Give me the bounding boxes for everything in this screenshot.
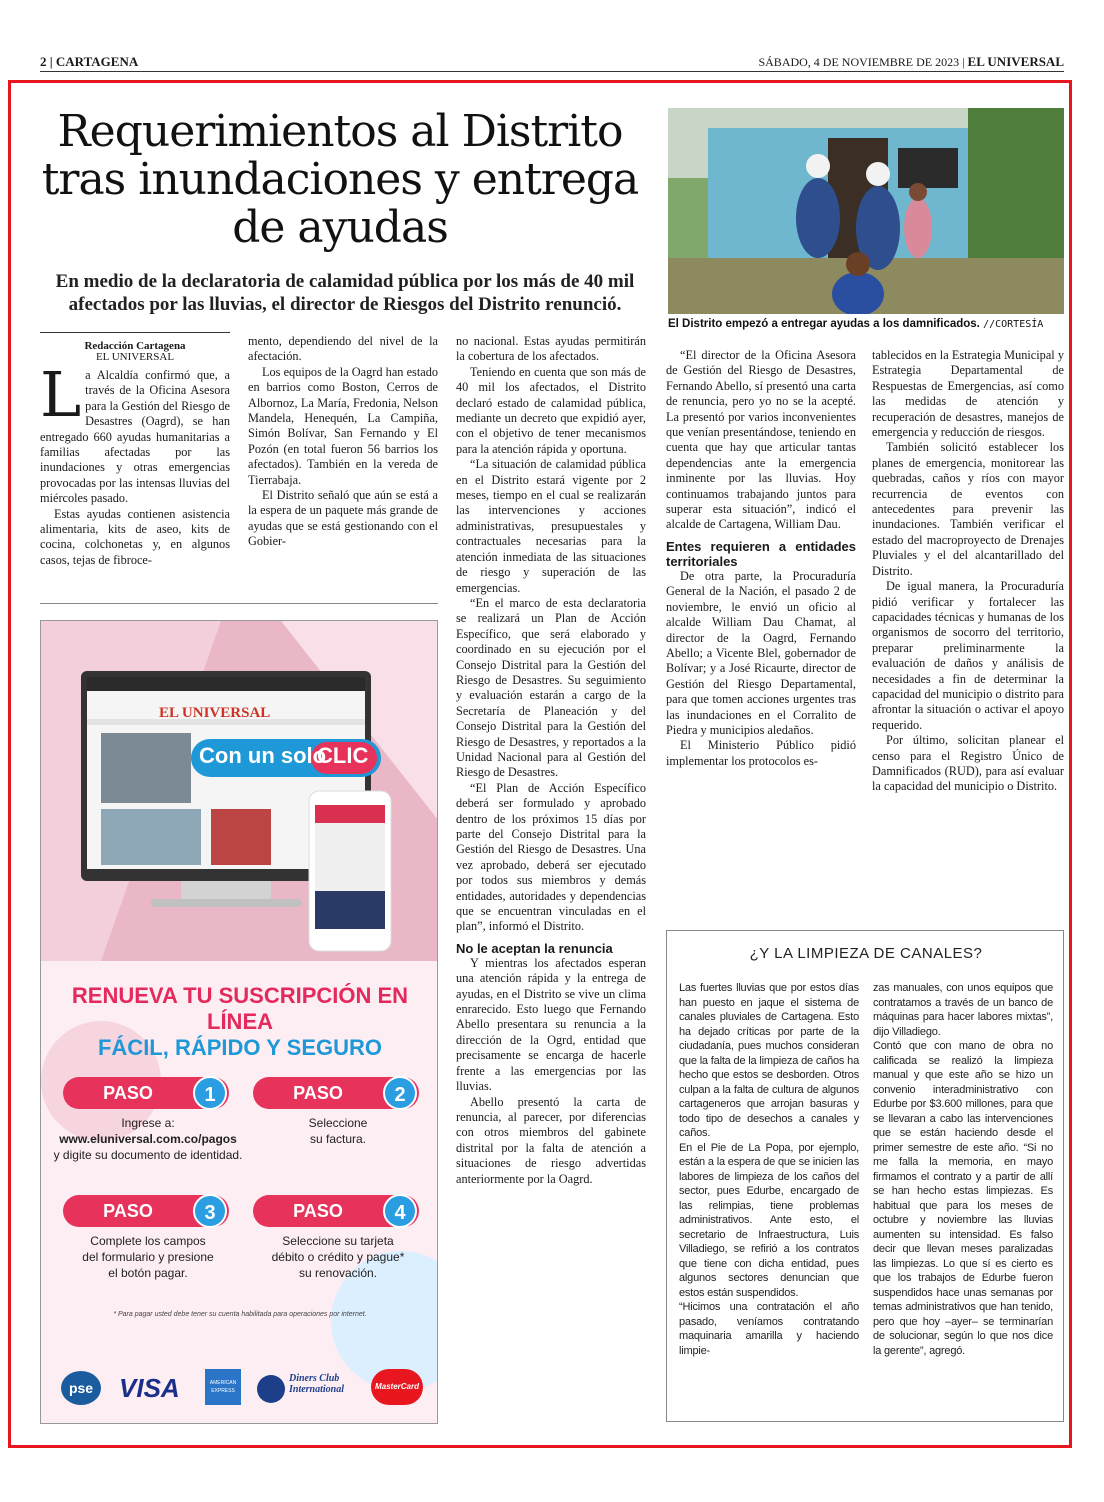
article-column-2: mento, dependiendo del nivel de la afectación. Los equipos de la Oagrd han estado en barrios como Boston, Cerros de Albornoz, La María, Fredonia, Nelson Mandela, Henequén, La Campiña, Simón Bolívar, San Fernando y El Pozón (en total fueron 56 barrios los afectados). También en la vereda de Tierrabaja. El Distrito señaló que aún se está a la espera de un paquete más grande de ayudas que se está gestionando con el Gobier-	[248, 334, 438, 549]
visa-logo: VISA	[119, 1373, 180, 1403]
ad-brand-logo: EL UNIVERSAL	[159, 705, 271, 721]
subhead-renuncia: No le aceptan la renuncia	[456, 940, 613, 956]
mastercard-logo: MasterCard	[371, 1369, 423, 1405]
byline-name: Redacción Cartagena	[84, 340, 186, 352]
pse-logo: pse	[61, 1371, 101, 1405]
step-2-text: Seleccione su factura.	[308, 1116, 368, 1146]
sidebar-column-2: zas manuales, con unos equipos que contratamos a través de un banco de máquinas para hacer labores mixtas”, dijo Villadiego. Contó que con mano de obra no calificada se realizó la limpieza manual y que este año se hizo un convenio interadministrativo con Edurbe por $3.600 millones, para que se llevaran a cabo las intervenciones que se están haciendo desde el primer semestre de este año. “Si no me falla la memoria, en mayo firmamos el contrato y a partir de allí se han hecho estas limpiezas. Es habitual que para los meses de octubre y noviembre las lluvias aumenten su intensidad. Es falso decir que llevan meses paralizadas las limpiezas. Lo que sí es cierto es que los trabajos de Edurbe fueron suspendidos hace unas semanas por temas administrativos que han tenido, pero que hoy –ayer– se terminarían de solucionar, según lo que nos dice la gerente”, agregó.	[873, 982, 1053, 1357]
step-4-text: Seleccione su tarjeta débito o crédito y pague* su renovación.	[271, 1234, 405, 1280]
article-column-1: La Alcaldía confirmó que, a través de la Oficina Asesora para la Gestión del Riesgo de Desastres (Oagrd), se han entregado 660 ayudas humanitarias a familias afectadas por las inundaciones y otras emergencias provocadas por las intensas lluvias del miércoles pasado. Estas ayudas contienen asistencia alimentaria, kits de aseo, kits de cocina, colchonetas y, en algunos casos, tejas de fibroce-	[40, 358, 230, 567]
sidebar-column-1: Las fuertes lluvias que por estos días han puesto en jaque el sistema de canales pluviales de Cartagena. Esto ha dejado críticas por parte de la ciudadanía, pues muchos consideran que la falta de la limpieza de caños ha hecho que estos se desborden. Otros culpan a la falta de cultura de algunos cartageneros que arrojan basuras y todo tipo de desechos a canales y caños. En el Pie de La Popa, por ejemplo, están a la espera de que se inicien las labores de limpieza de los caños del sector, pues Edurbe, encargado de las relimpias, tiene problemas administrativos. Ante esto, el secretario de Infraestructura, Luis Villadiego, se refirió a los contratos que tiene con dicha entidad, pues algunos sectores denuncian que estos están suspendidos. “Hicimos una contratación el año pasado, veníamos contratando maquinaria amarilla y haciendo limpie-	[679, 982, 859, 1357]
article-headline: Requerimientos al Distrito tras inundaciones y entrega de ayudas	[41, 106, 639, 253]
step-1	[63, 1077, 229, 1109]
diners-logo: Diners Club International	[289, 1373, 345, 1395]
article-column-5: tablecidos en la Estrategia Municipal y Estrategia Departamental de Respuestas de Emergencias, así como las medidas de atención y recuperación de desastres, manejos de emergencia y reducción de riesgos. También solicitó establecer los planes de emergencia, monitorear las quebradas, caños y ríos con mayor recurrencia de eventos con antecedentes para prevenir las inundaciones. También verificar el estado del macroproyecto de Drenajes Pluviales y el del alcantarillado del Distrito. De igual manera, la Procuraduría pidió verificar y fortalecer las capacidades técnicas y humanas de los organismos de socorro del territorio, preparar preliminarmente la evaluación de daños y análisis de necesidades a fin de determinar la capacidad del municipio o distrito para afrontar la situación o activar el apoyo requerido. Por último, solicitan planear el censo para el Registro Único de Damnificados (RUD), para así evaluar la capacidad del municipio o Distrito.	[872, 348, 1064, 794]
byline-org: EL UNIVERSAL	[95, 351, 175, 363]
diners-icon	[257, 1375, 285, 1403]
page-date: SÁBADO, 4 DE NOVIEMBRE DE 2023 | EL UNIVERSAL	[758, 54, 1064, 69]
payment-logos	[53, 1365, 427, 1411]
step-label: PASO	[63, 1195, 229, 1227]
dropcap: L	[40, 358, 82, 431]
step-number: 3	[193, 1194, 227, 1228]
step-1-text: Ingrese a: www.eluniversal.com.co/pagos y digite su documento de identidad.	[53, 1116, 243, 1162]
step-label: PASO	[253, 1195, 419, 1227]
step-3	[63, 1195, 229, 1227]
sidebar-title: ¿Y LA LIMPIEZA DE CANALES?	[749, 945, 983, 962]
article-deck: En medio de la declaratoria de calamidad pública por los más de 40 mil afectados por las lluvias, el director de Riesgos del Distrito renunció.	[55, 271, 635, 315]
clic-button[interactable]: CLIC	[317, 743, 369, 768]
article-column-4: “El director de la Oficina Asesora de Gestión del Riesgo de Desastres, Fernando Abello, sí presentó una carta de renuncia, pero yo no se la acepté. La presentó por varios inconvenientes que venían presentándose, teniendo en cuenta que hay que articular tantas dependencias ante la emergencia inminente por las lluvias. Hoy continuamos trabajando juntos para superar esta situación”, indicó el alcalde de Cartagena, William Dau. Entes requieren a entidades territoriales De otra parte, la Procuraduría General de la Nación, el pasado 2 de noviembre, le envió un oficio al alcalde William Dau Chamat, al director de la Oagrd, Fernando Abello; a Vicente Blel, gobernador de Bolívar; y a José Ricaurte, director de Gestión del Riesgo Departamental, para que tomen acciones urgentes tras las inundaciones en el Corralito de Piedra y municipios aledaños. El Ministerio Público pidió implementar los protocolos es-	[666, 348, 856, 768]
page-section: 2 | CARTAGENA	[40, 54, 139, 69]
step-label: PASO	[253, 1077, 419, 1109]
step-number: 2	[383, 1076, 417, 1110]
article-photo	[668, 108, 1064, 314]
column-divider	[40, 603, 438, 604]
amex-logo: AMERICAN EXPRESS	[205, 1369, 241, 1405]
clic-banner-text: Con un solo	[199, 743, 327, 768]
subscription-ad[interactable]	[40, 620, 438, 1424]
ad-title: RENUEVA TU SUSCRIPCIÓN EN LÍNEA FÁCIL, RÁPIDO Y SEGURO	[71, 983, 409, 1060]
page-header	[40, 52, 1064, 72]
article-column-3: no nacional. Estas ayudas permitirán la cobertura de los afectados. Teniendo en cuenta que son más de 40 mil los afectados, el Distrito declaró estado de calamidad pública, mediante un decreto que expidió ayer, con el objetivo de tener mecanismos para la atención rápida y oportuna. “La situación de calamidad pública en el Distrito estará vigente por 2 meses, tiempo en el cual se realizarán las intervenciones y acciones administrativas, presupuestales y contractuales necesarias para la atención inmediata de las situaciones de riesgo y superación de las emergencias. “En el marco de esta declaratoria se realizará un Plan de Acción Específico, que será elaborado y coordinado en su ejecución por el Consejo Distrital para la Gestión del Riesgo de Desastres. Su seguimiento y evaluación estarán a cargo de la Secretaría de Planeación y del Consejo Distrital para la Gestión del Riesgo de Desastres, y reportados a la Unidad Nacional para al Gestión del Riesgo de Desastres. “El Plan de Acción Específico deberá ser formulado y aprobado dentro de los próximos 15 días por parte del Consejo Distrital para la Gestión del Riesgo de Desastres. Una vez aprobado, deberá ser ejecutado por todos sus miembros y demás entidades, autoridades y dependencias que se encuentran vinculadas en el plan”, informó el Distrito. No le aceptan la renuncia Y mientras los afectados esperan una atención rápida y la entrega de ayudas, en el Distrito se vive un clima enrarecido. Esto luego que Fernando Abello presentara su renuncia a la dirección de la Ogrd, entidad que precisamente se encarga de hacerle frente a las emergencias por las lluvias. Abello presentó la carta de renuncia, al parecer, por diferencias con otros miembros del gabinete distrital por la falta de atención a situaciones de riesgo advertidas anteriormente por la Oagrd.	[456, 334, 646, 1186]
step-2	[253, 1077, 419, 1109]
step-4	[253, 1195, 419, 1227]
ad-footnote: * Para pagar usted debe tener su cuenta habilitada para operaciones por internet.	[113, 1311, 367, 1318]
step-number: 1	[193, 1076, 227, 1110]
step-3-text: Complete los campos del formulario y presione el botón pagar.	[82, 1234, 214, 1280]
photo-caption: El Distrito empezó a entregar ayudas a los damnificados. //CORTESÍA	[668, 318, 1044, 330]
sidebar-box	[666, 930, 1064, 1422]
step-number: 4	[383, 1194, 417, 1228]
subhead-entes: Entes requieren a entidades territoriales	[666, 538, 856, 569]
step-label: PASO	[63, 1077, 229, 1109]
